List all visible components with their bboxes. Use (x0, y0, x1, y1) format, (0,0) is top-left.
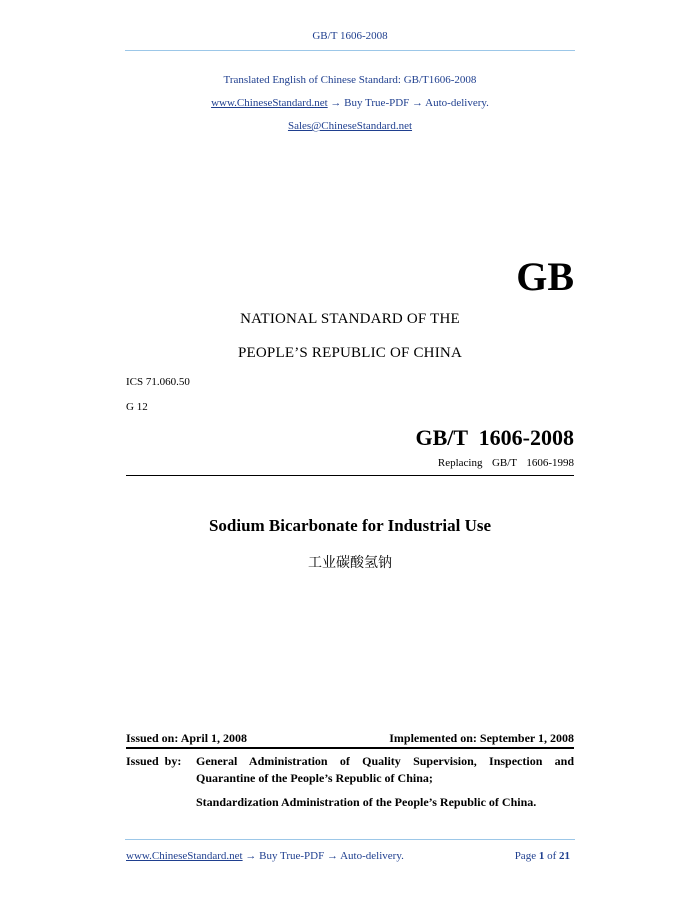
footer-divider (125, 839, 575, 840)
standard-number: GB/T 1606-2008 (415, 425, 574, 450)
header-divider (125, 50, 575, 51)
page-label: Page (514, 850, 537, 862)
issued-by-line3: Standardization Administration of the People’s Republic of China. (196, 795, 537, 809)
issued-by-line2: Quarantine of the People’s Republic of China; (196, 771, 433, 785)
document-title-zh: 工业碳酸氢钠 (308, 555, 392, 571)
page-of: of (547, 850, 557, 862)
implemented-on: Implemented on: September 1, 2008 (389, 731, 574, 745)
footer-promo (126, 850, 404, 862)
issued-by-label: Issued by: (126, 754, 182, 768)
promo-text: → Buy True-PDF → Auto-delivery. (330, 97, 489, 109)
footer-promo-text: → Buy True-PDF → Auto-delivery. (245, 850, 404, 862)
translation-note: Translated English of Chinese Standard: GB/T1606-2008 (223, 74, 477, 86)
header-title: GB/T 1606-2008 (312, 30, 388, 42)
issue-divider (126, 747, 574, 749)
email-line (0, 120, 700, 132)
page-indicator (515, 850, 570, 862)
email-link[interactable]: Sales@ChineseStandard.net (287, 120, 413, 132)
site-link[interactable]: www.ChineseStandard.net (211, 97, 328, 109)
document-title-en: Sodium Bicarbonate for Industrial Use (208, 516, 492, 535)
issued-on: Issued on: April 1, 2008 (126, 731, 248, 745)
gb-mark: GB (516, 254, 574, 299)
ics-code: ICS 71.060.50 (126, 376, 190, 388)
footer-site-link[interactable]: www.ChineseStandard.net (126, 850, 243, 862)
g-code: G 12 (126, 401, 148, 413)
cover-divider (126, 475, 574, 476)
national-standard-line1: NATIONAL STANDARD OF THE (240, 311, 460, 327)
issued-by-line1: General Administration of Quality Supervision, Inspection and (196, 754, 574, 768)
page-total: 21 (559, 850, 570, 862)
page-current: 1 (538, 850, 545, 862)
national-standard-line2: PEOPLE’S REPUBLIC OF CHINA (238, 345, 462, 361)
replacing-note: Replacing GB/T 1606-1998 (437, 457, 574, 469)
site-promo-line (0, 97, 700, 109)
